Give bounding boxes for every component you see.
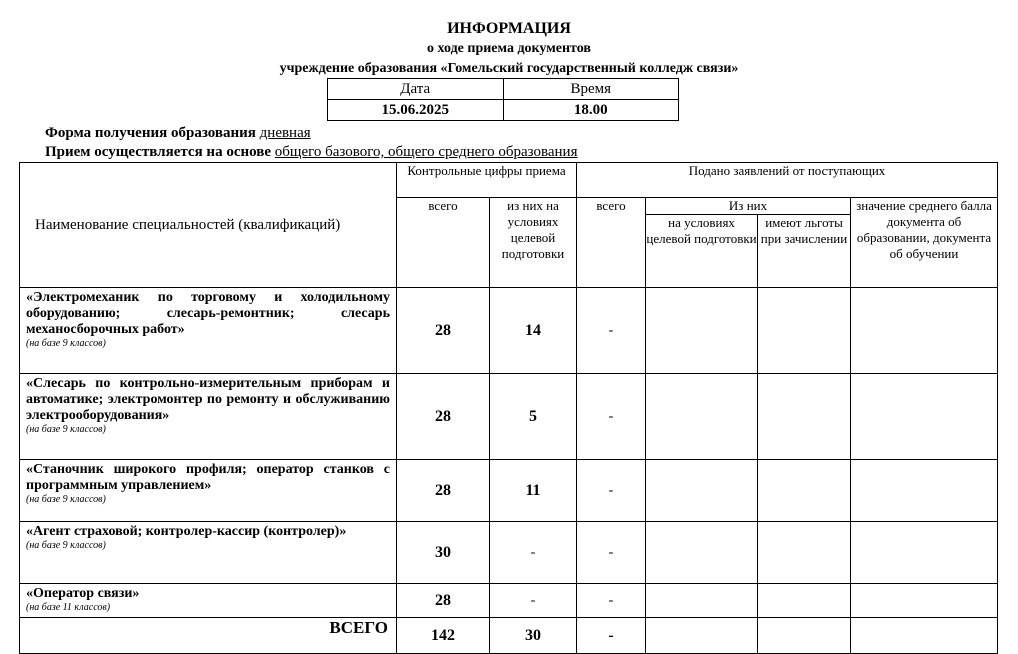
submitted-total-cell: - xyxy=(577,460,646,522)
specialty-basis: (на базе 9 классов) xyxy=(26,540,106,551)
totals-of-them-benefits xyxy=(758,618,851,654)
admission-table xyxy=(19,162,998,654)
specialty-basis: (на базе 9 классов) xyxy=(26,338,106,349)
header-control-total: всего xyxy=(397,198,490,288)
of-them-target-cell xyxy=(646,374,758,460)
time-label: Время xyxy=(503,79,679,100)
control-target-cell: - xyxy=(490,522,577,584)
header-control-target: из них на условиях целевой подготовки xyxy=(490,198,577,288)
average-score-cell xyxy=(851,374,998,460)
specialty-name: «Слесарь по контрольно-измерительным приборам и автоматике; электромонтер по ремонту и обслуживанию электрооборудования» xyxy=(26,376,390,423)
submitted-total-cell: - xyxy=(577,374,646,460)
header-submitted-total: всего xyxy=(577,198,646,288)
of-them-benefits-cell xyxy=(758,584,851,618)
totals-control-total: 142 xyxy=(397,618,490,654)
average-score-cell xyxy=(851,522,998,584)
institution-name: учреждение образования «Гомельский государственный колледж связи» xyxy=(279,61,739,76)
table-row xyxy=(20,584,998,618)
submitted-total-cell: - xyxy=(577,288,646,374)
table-row xyxy=(20,288,998,374)
of-them-benefits-cell xyxy=(758,374,851,460)
header-specialty-name: Наименование специальностей (квалификаций) xyxy=(20,163,397,288)
totals-submitted: - xyxy=(577,618,646,654)
of-them-benefits-cell xyxy=(758,460,851,522)
date-value: 15.06.2025 xyxy=(328,100,504,121)
specialty-name: «Агент страховой; контролер-кассир (контролер)» xyxy=(26,524,347,539)
control-target-cell: 11 xyxy=(490,460,577,522)
specialty-cell xyxy=(20,522,397,584)
document-title: ИНФОРМАЦИЯ xyxy=(447,20,571,37)
header-of-them-benefits: имеют льготы при зачислении xyxy=(758,215,851,288)
totals-label: ВСЕГО xyxy=(20,618,397,654)
header-average-score: значение среднего балла документа об образовании, документа об обучении xyxy=(851,198,998,288)
table-row xyxy=(20,374,998,460)
control-target-cell: 14 xyxy=(490,288,577,374)
table-row xyxy=(20,522,998,584)
submitted-total-cell: - xyxy=(577,584,646,618)
specialty-name: «Электромеханик по торговому и холодильному оборудованию; слесарь-ремонтник; слесарь механосборочных работ» xyxy=(26,290,390,337)
control-total-cell: 28 xyxy=(397,584,490,618)
date-time-table xyxy=(327,78,679,121)
specialty-cell xyxy=(20,288,397,374)
admission-basis-label: Прием осуществляется на основе xyxy=(45,144,272,160)
header-of-them-target: на условиях целевой подготовки xyxy=(646,215,758,288)
specialty-basis: (на базе 9 классов) xyxy=(26,494,106,505)
totals-row xyxy=(20,618,998,654)
control-total-cell: 28 xyxy=(397,460,490,522)
control-total-cell: 30 xyxy=(397,522,490,584)
specialty-cell xyxy=(20,584,397,618)
control-target-cell: 5 xyxy=(490,374,577,460)
specialty-cell xyxy=(20,460,397,522)
totals-control-target: 30 xyxy=(490,618,577,654)
header-applications-submitted: Подано заявлений от поступающих xyxy=(577,163,998,198)
admission-basis-value: общего базового, общего среднего образования xyxy=(274,144,578,160)
control-total-cell: 28 xyxy=(397,374,490,460)
specialty-cell xyxy=(20,374,397,460)
education-form-label: Форма получения образования xyxy=(45,125,256,141)
date-label: Дата xyxy=(328,79,504,100)
education-form-line xyxy=(45,125,311,142)
average-score-cell xyxy=(851,584,998,618)
table-row xyxy=(20,460,998,522)
totals-average-score xyxy=(851,618,998,654)
of-them-benefits-cell xyxy=(758,288,851,374)
of-them-benefits-cell xyxy=(758,522,851,584)
specialty-basis: (на базе 9 классов) xyxy=(26,424,106,435)
control-total-cell: 28 xyxy=(397,288,490,374)
of-them-target-cell xyxy=(646,288,758,374)
header-control-figures: Контрольные цифры приема xyxy=(397,163,577,198)
time-value: 18.00 xyxy=(503,100,679,121)
header-of-them: Из них xyxy=(646,198,851,215)
average-score-cell xyxy=(851,460,998,522)
education-form-value: дневная xyxy=(259,125,311,141)
specialty-name: «Станочник широкого профиля; оператор станков с программным управлением» xyxy=(26,462,390,493)
specialty-basis: (на базе 11 классов) xyxy=(26,602,111,613)
submitted-total-cell: - xyxy=(577,522,646,584)
of-them-target-cell xyxy=(646,584,758,618)
average-score-cell xyxy=(851,288,998,374)
totals-of-them-target xyxy=(646,618,758,654)
document-subtitle: о ходе приема документов xyxy=(427,41,591,56)
specialty-name: «Оператор связи» xyxy=(26,586,140,601)
of-them-target-cell xyxy=(646,522,758,584)
control-target-cell: - xyxy=(490,584,577,618)
admission-basis-line xyxy=(45,144,577,161)
of-them-target-cell xyxy=(646,460,758,522)
